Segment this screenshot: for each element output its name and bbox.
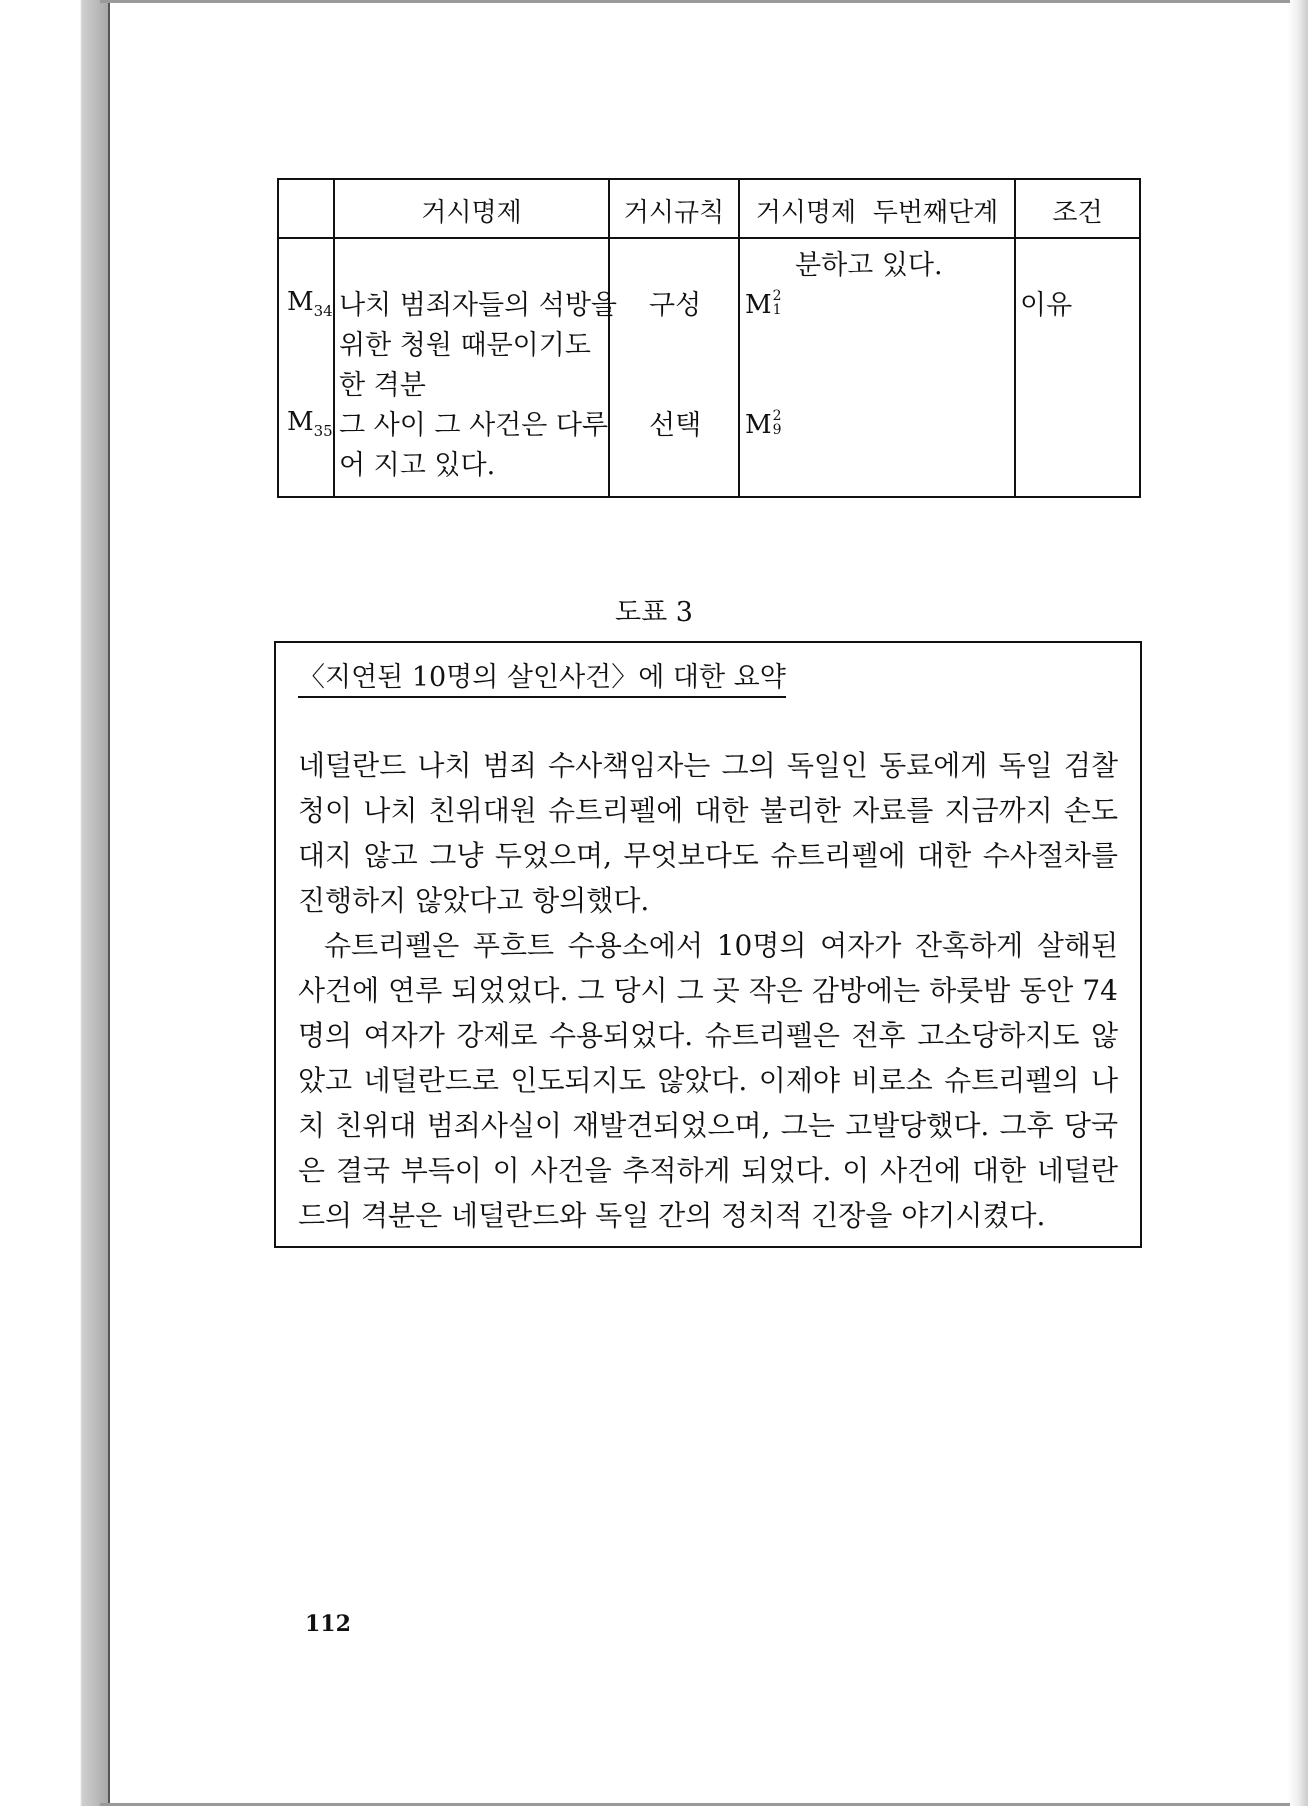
rule-cell: 구성 [649, 290, 702, 321]
summary-paragraph-2: 슈트리펠은 푸흐트 수용소에서 10명의 여자가 잔혹하게 살해된 사건에 연루 되었었다. 그 당시 그 곳 작은 감방에는 하룻밤 동안 74명의 여자가 강제로 수용되었다. 슈트리펠은 전후 고소당하지도 않았고 네덜란드로 인도되지도 않았다. 이제야 비로소 슈트리펠의 나치 친위대 범죄사실이 재발견되었으며, 그는 고발당했다. 그후 당국은 결국 부득이 이 사건을 추적하게 되었다. 이 사건에 대한 네덜란드의 격분은 네덜란드와 독일 간의 정치적 긴장을 야기시켰다. [298, 929, 1118, 1232]
page-top-edge [100, 0, 1290, 3]
proposition-line: 나치 범죄자들의 석방을 [339, 290, 617, 321]
summary-box [274, 641, 1142, 1248]
header-macro-rule: 거시규칙 [623, 198, 725, 228]
second-stage-ref: M 2 1 [745, 288, 782, 320]
proposition-line: 위한 청원 때문이기도 [339, 330, 591, 361]
macro-proposition-table [277, 178, 1141, 498]
header-second-stage: 거시명제 두번째단계 [755, 198, 999, 228]
condition-cell: 이유 [1020, 290, 1073, 321]
book-spine [0, 0, 110, 1806]
summary-title: 〈지연된 10명의 살인사건〉에 대한 요약 [298, 655, 786, 698]
second-stage-ref: M 2 9 [745, 408, 782, 440]
header-condition: 조건 [1052, 198, 1103, 228]
rule-cell: 선택 [649, 410, 702, 441]
row-label-m35: $M_{35}$ [287, 407, 333, 441]
page-number: 112 [305, 1611, 351, 1637]
figure-caption: 도표 3 [615, 597, 693, 628]
continuation-text: 분하고 있다. [795, 250, 943, 281]
summary-paragraph-1: 네덜란드 나치 범죄 수사책임자는 그의 독일인 동료에게 독일 검찰청이 나치 친위대원 슈트리펠에 대한 불리한 자료를 지금까지 손도 대지 않고 그냥 두었으며, 무엇보다도 슈트리펠에 대한 수사절차를 진행하지 않았다고 항의했다. [298, 749, 1118, 917]
table-header-divider [279, 237, 1139, 239]
header-macro-proposition: 거시명제 [421, 198, 522, 228]
page-right-shadow [1288, 0, 1308, 1806]
proposition-line: 어 지고 있다. [339, 450, 496, 481]
proposition-line: 한 격분 [339, 370, 426, 401]
proposition-line: 그 사이 그 사건은 다루 [339, 410, 609, 441]
page-edge [108, 0, 110, 1806]
row-label-m34: $M_{34}$ [287, 287, 333, 321]
